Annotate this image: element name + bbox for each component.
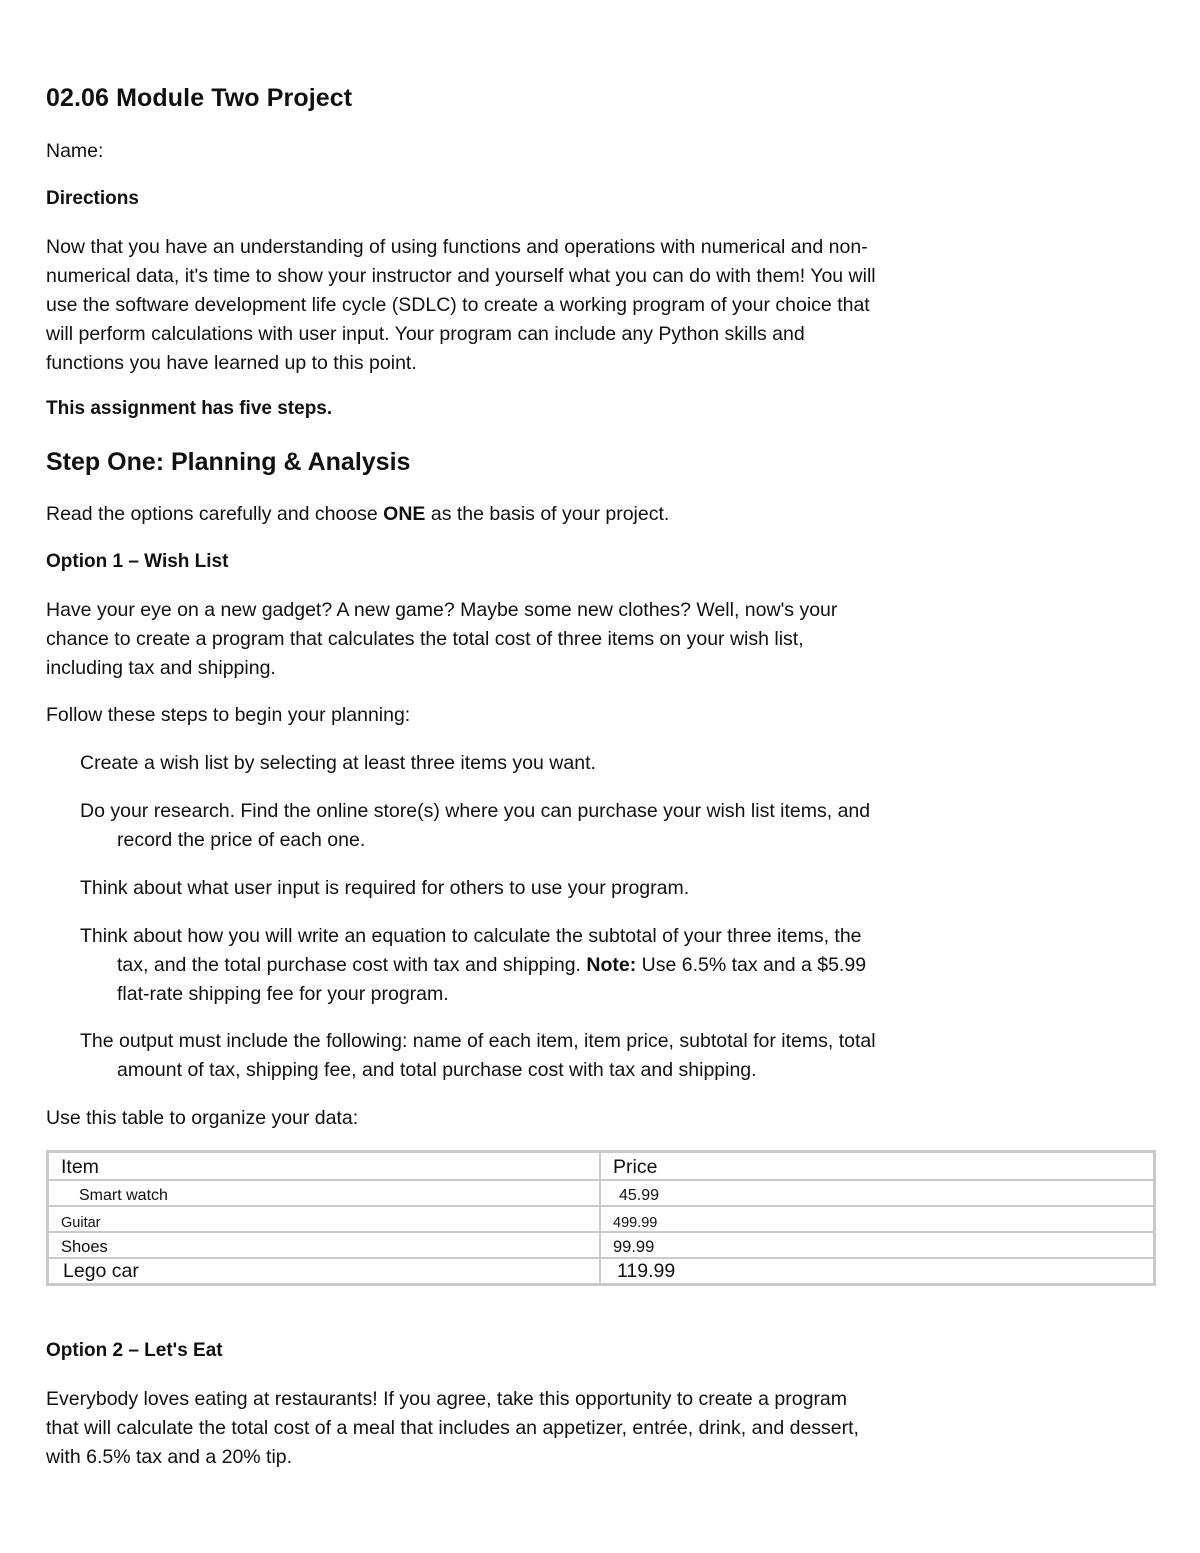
list-item-text: Think about what user input is required for others to use your program.: [80, 877, 690, 899]
list-item-text: Create a wish list by selecting at least three items you want.: [80, 752, 596, 774]
table-cell-item: Guitar: [48, 1206, 601, 1232]
step-one-heading: Step One: Planning & Analysis: [46, 448, 411, 476]
option1-paragraph: [46, 596, 837, 683]
list-item: [80, 922, 866, 1009]
intro-text-after: as the basis of your project.: [430, 503, 670, 525]
option1-line: including tax and shipping.: [46, 657, 276, 679]
directions-line: functions you have learned up to this point.: [46, 352, 417, 374]
list-item-text: Use 6.5% tax and a $5.99: [641, 954, 867, 976]
table-row: [48, 1232, 1155, 1258]
table-cell-price: 499.99: [600, 1206, 1155, 1232]
table-cell-price: 119.99: [600, 1258, 1155, 1285]
option2-heading: Option 2 – Let's Eat: [46, 1340, 223, 1361]
table-cell-price: 99.99: [600, 1232, 1155, 1258]
option2-line: with 6.5% tax and a 20% tip.: [46, 1446, 293, 1468]
table-row: [48, 1180, 1155, 1206]
option2-paragraph: [46, 1385, 859, 1472]
table-row: [48, 1206, 1155, 1232]
intro-text-bold: ONE: [383, 503, 426, 525]
table-cell-item: Smart watch: [48, 1180, 601, 1206]
intro-text-before: Read the options carefully and choose: [46, 503, 378, 525]
list-item-text: record the price of each one.: [117, 829, 366, 851]
name-label: Name:: [46, 140, 104, 162]
list-item-text: amount of tax, shipping fee, and total purchase cost with tax and shipping.: [117, 1059, 757, 1081]
option1-line: Have your eye on a new gadget? A new game? Maybe some new clothes? Well, now's your: [46, 599, 838, 621]
step-one-intro: [46, 500, 669, 529]
option2-line: Everybody loves eating at restaurants! If you agree, take this opportunity to create a program: [46, 1388, 848, 1410]
list-item: [80, 749, 596, 778]
table-cell-price: 45.99: [600, 1180, 1155, 1206]
list-item-line: [80, 951, 866, 980]
note-label: Note:: [586, 954, 637, 976]
list-item: [80, 797, 870, 855]
option1-heading: Option 1 – Wish List: [46, 551, 229, 572]
table-intro: Use this table to organize your data:: [46, 1107, 359, 1129]
directions-line: will perform calculations with user input. Your program can include any Python skills and: [46, 323, 805, 345]
list-item-text: flat-rate shipping fee for your program.: [117, 983, 449, 1005]
list-item-text: tax, and the total purchase cost with tax and shipping.: [117, 954, 581, 976]
list-item-text: The output must include the following: name of each item, item price, subtotal for items, total: [80, 1030, 876, 1052]
directions-line: Now that you have an understanding of using functions and operations with numerical and non-: [46, 236, 868, 258]
option2-line: that will calculate the total cost of a meal that includes an appetizer, entrée, drink, and dessert,: [46, 1417, 859, 1439]
table-cell-item: Shoes: [48, 1232, 601, 1258]
table-cell-item: Lego car: [48, 1258, 601, 1285]
list-item: [80, 874, 689, 903]
table-header-item: Item: [48, 1152, 601, 1181]
option1-line: chance to create a program that calculates the total cost of three items on your wish list,: [46, 628, 804, 650]
list-item-text: Think about how you will write an equation to calculate the subtotal of your three items, the: [80, 925, 862, 947]
directions-line: use the software development life cycle (SDLC) to create a working program of your choice that: [46, 294, 870, 316]
directions-heading: Directions: [46, 188, 139, 209]
five-steps-note: This assignment has five steps.: [46, 398, 333, 419]
directions-line: numerical data, it's time to show your instructor and yourself what you can do with them! You will: [46, 265, 876, 287]
table-row: [48, 1258, 1155, 1285]
wish-list-table: [46, 1150, 1156, 1286]
table-header-price: Price: [600, 1152, 1155, 1181]
table-header-row: [48, 1152, 1155, 1181]
list-item: [80, 1027, 876, 1085]
follow-steps-text: Follow these steps to begin your planning:: [46, 704, 411, 726]
list-item-text: Do your research. Find the online store(s) where you can purchase your wish list items, and: [80, 800, 871, 822]
page-title: 02.06 Module Two Project: [46, 84, 353, 112]
directions-paragraph: [46, 233, 876, 378]
